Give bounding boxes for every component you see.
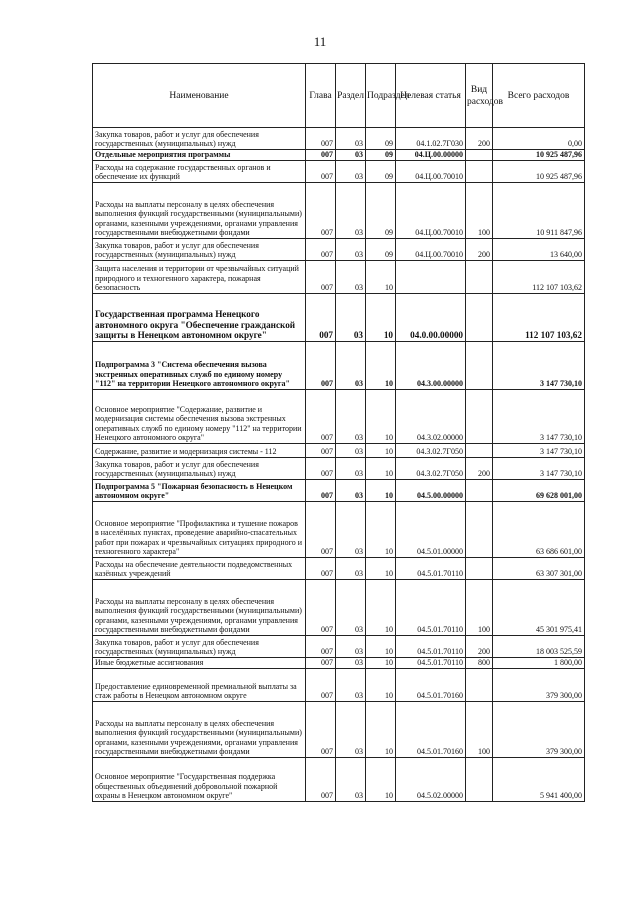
row-subsection: 10 — [366, 669, 396, 702]
header-subsection: Подраздел — [366, 64, 396, 128]
table-row — [93, 669, 585, 702]
row-name: Расходы на обеспечение деятельности подведомственных казённых учреждений — [93, 558, 306, 580]
row-section: 03 — [336, 239, 366, 261]
row-target: 04.Ц.00.00000 — [396, 150, 466, 161]
row-subsection: 10 — [366, 502, 396, 558]
table-header-row — [93, 64, 585, 128]
header-total: Всего расходов — [493, 64, 585, 128]
row-subsection: 10 — [366, 580, 396, 636]
row-section: 03 — [336, 658, 366, 669]
row-target: 04.5.00.00000 — [396, 480, 466, 502]
row-name: Закупка товаров, работ и услуг для обеспечения государственных (муниципальных) нужд — [93, 636, 306, 658]
table-row — [93, 658, 585, 669]
row-expense-type: 200 — [466, 239, 493, 261]
row-expense-type — [466, 444, 493, 458]
row-name: Закупка товаров, работ и услуг для обеспечения государственных (муниципальных) нужд — [93, 239, 306, 261]
table-row — [93, 758, 585, 802]
row-chapter: 007 — [306, 294, 336, 342]
row-section: 03 — [336, 128, 366, 150]
row-chapter: 007 — [306, 239, 336, 261]
row-expense-type — [466, 669, 493, 702]
header-chapter: Глава — [306, 64, 336, 128]
row-target: 04.3.02.7Г050 — [396, 444, 466, 458]
row-total: 0,00 — [493, 128, 585, 150]
row-chapter: 007 — [306, 580, 336, 636]
row-expense-type — [466, 758, 493, 802]
row-name: Защита населения и территории от чрезвычайных ситуаций природного и техногенного характера, пожарная безопасность — [93, 261, 306, 294]
row-name: Отдельные мероприятия программы — [93, 150, 306, 161]
row-section: 03 — [336, 502, 366, 558]
row-total: 13 640,00 — [493, 239, 585, 261]
row-total: 10 925 487,96 — [493, 150, 585, 161]
table-row — [93, 480, 585, 502]
row-total: 69 628 001,00 — [493, 480, 585, 502]
table-row — [93, 294, 585, 342]
row-target: 04.Ц.00.70010 — [396, 239, 466, 261]
row-subsection: 10 — [366, 558, 396, 580]
row-total: 112 107 103,62 — [493, 294, 585, 342]
row-subsection: 09 — [366, 150, 396, 161]
row-target: 04.3.02.7Г050 — [396, 458, 466, 480]
row-chapter: 007 — [306, 558, 336, 580]
header-target: Целевая статья — [396, 64, 466, 128]
row-total: 63 686 601,00 — [493, 502, 585, 558]
row-total: 112 107 103,62 — [493, 261, 585, 294]
header-expense-type: Вид расходов — [466, 64, 493, 128]
row-section: 03 — [336, 161, 366, 183]
row-target: 04.1.02.7Г030 — [396, 128, 466, 150]
row-section: 03 — [336, 702, 366, 758]
row-chapter: 007 — [306, 444, 336, 458]
row-target: 04.3.00.00000 — [396, 342, 466, 390]
row-subsection: 10 — [366, 702, 396, 758]
table-row — [93, 458, 585, 480]
row-name: Содержание, развитие и модернизация системы - 112 — [93, 444, 306, 458]
row-total: 3 147 730,10 — [493, 390, 585, 444]
row-subsection: 10 — [366, 261, 396, 294]
row-chapter: 007 — [306, 636, 336, 658]
row-expense-type — [466, 502, 493, 558]
row-chapter: 007 — [306, 758, 336, 802]
row-name: Подпрограмма 3 "Система обеспечения вызова экстренных оперативных служб по единому номеру "112" на территории Ненецкого автономного округа" — [93, 342, 306, 390]
row-name: Расходы на выплаты персоналу в целях обеспечения выполнения функций государственными (муниципальными) органами, казенными учреждениями, органами управления государственными внебюджетными фондами — [93, 580, 306, 636]
row-subsection: 10 — [366, 658, 396, 669]
row-total: 10 925 487,96 — [493, 161, 585, 183]
row-total: 3 147 730,10 — [493, 458, 585, 480]
row-section: 03 — [336, 458, 366, 480]
row-total: 3 147 730,10 — [493, 342, 585, 390]
row-section: 03 — [336, 580, 366, 636]
table-row — [93, 183, 585, 239]
row-expense-type: 200 — [466, 128, 493, 150]
row-expense-type: 100 — [466, 702, 493, 758]
table-row — [93, 502, 585, 558]
row-expense-type — [466, 261, 493, 294]
row-expense-type — [466, 390, 493, 444]
row-chapter: 007 — [306, 502, 336, 558]
row-expense-type: 100 — [466, 580, 493, 636]
row-chapter: 007 — [306, 183, 336, 239]
row-target: 04.5.01.00000 — [396, 502, 466, 558]
row-name: Расходы на выплаты персоналу в целях обеспечения выполнения функций государственными (муниципальными) органами, казенными учреждениями, органами управления государственными внебюджетными фондами — [93, 183, 306, 239]
row-total: 379 300,00 — [493, 669, 585, 702]
table-row — [93, 444, 585, 458]
row-total: 45 301 975,41 — [493, 580, 585, 636]
row-subsection: 10 — [366, 390, 396, 444]
row-expense-type: 800 — [466, 658, 493, 669]
row-target: 04.5.01.70160 — [396, 669, 466, 702]
row-total: 5 941 400,00 — [493, 758, 585, 802]
row-target: 04.5.01.70110 — [396, 658, 466, 669]
page-number: 11 — [313, 34, 327, 49]
row-chapter: 007 — [306, 342, 336, 390]
row-subsection: 10 — [366, 480, 396, 502]
row-section: 03 — [336, 150, 366, 161]
row-chapter: 007 — [306, 261, 336, 294]
row-total: 379 300,00 — [493, 702, 585, 758]
row-subsection: 10 — [366, 294, 396, 342]
row-expense-type — [466, 342, 493, 390]
row-name: Основное мероприятие "Профилактика и тушение пожаров в населённых пунктах, проведение аварийно-спасательных работ при пожарах и чрезвычайных ситуациях природного и техногенного характера" — [93, 502, 306, 558]
row-chapter: 007 — [306, 669, 336, 702]
row-target: 04.0.00.00000 — [396, 294, 466, 342]
row-target: 04.3.02.00000 — [396, 390, 466, 444]
row-section: 03 — [336, 758, 366, 802]
row-chapter: 007 — [306, 161, 336, 183]
row-section: 03 — [336, 390, 366, 444]
table-row — [93, 161, 585, 183]
row-subsection: 10 — [366, 444, 396, 458]
row-target: 04.Ц.00.70010 — [396, 161, 466, 183]
row-name: Государственная программа Ненецкого автономного округа "Обеспечение гражданской защиты в Ненецком автономном округе" — [93, 294, 306, 342]
header-name: Наименование — [93, 64, 306, 128]
row-section: 03 — [336, 558, 366, 580]
header-section: Раздел — [336, 64, 366, 128]
row-chapter: 007 — [306, 150, 336, 161]
row-target: 04.5.01.70110 — [396, 558, 466, 580]
table-row — [93, 558, 585, 580]
row-name: Основное мероприятие "Государственная поддержка общественных объединений добровольной пожарной охраны в Ненецком автономном округе" — [93, 758, 306, 802]
row-target: 04.5.01.70160 — [396, 702, 466, 758]
row-section: 03 — [336, 342, 366, 390]
row-name: Иные бюджетные ассигнования — [93, 658, 306, 669]
row-target: 04.5.01.70110 — [396, 636, 466, 658]
table-row — [93, 390, 585, 444]
table-row — [93, 636, 585, 658]
table-row — [93, 261, 585, 294]
row-name: Предоставление единовременной премиальной выплаты за стаж работы в Ненецком автономном округе — [93, 669, 306, 702]
row-chapter: 007 — [306, 390, 336, 444]
row-section: 03 — [336, 183, 366, 239]
row-expense-type: 200 — [466, 636, 493, 658]
row-subsection: 10 — [366, 758, 396, 802]
row-expense-type: 100 — [466, 183, 493, 239]
row-expense-type — [466, 150, 493, 161]
table-row — [93, 702, 585, 758]
row-total: 10 911 847,96 — [493, 183, 585, 239]
row-name: Закупка товаров, работ и услуг для обеспечения государственных (муниципальных) нужд — [93, 128, 306, 150]
row-target: 04.5.01.70110 — [396, 580, 466, 636]
row-name: Расходы на выплаты персоналу в целях обеспечения выполнения функций государственными (муниципальными) органами, казенными учреждениями, органами управления государственными внебюджетными фондами — [93, 702, 306, 758]
row-subsection: 10 — [366, 458, 396, 480]
row-subsection: 10 — [366, 342, 396, 390]
row-total: 18 003 525,59 — [493, 636, 585, 658]
table-body — [93, 128, 585, 802]
row-name: Подпрограмма 5 "Пожарная безопасность в Ненецком автономном округе" — [93, 480, 306, 502]
row-expense-type — [466, 294, 493, 342]
row-chapter: 007 — [306, 480, 336, 502]
row-subsection: 09 — [366, 183, 396, 239]
row-section: 03 — [336, 480, 366, 502]
row-expense-type — [466, 480, 493, 502]
row-expense-type — [466, 161, 493, 183]
row-chapter: 007 — [306, 702, 336, 758]
table-row — [93, 342, 585, 390]
row-section: 03 — [336, 444, 366, 458]
row-target: 04.Ц.00.70010 — [396, 183, 466, 239]
row-name: Расходы на содержание государственных органов и обеспечение их функций — [93, 161, 306, 183]
row-subsection: 10 — [366, 636, 396, 658]
row-section: 03 — [336, 261, 366, 294]
row-target — [396, 261, 466, 294]
row-chapter: 007 — [306, 658, 336, 669]
row-section: 03 — [336, 669, 366, 702]
row-subsection: 09 — [366, 239, 396, 261]
expenditure-table — [92, 63, 585, 802]
table-row — [93, 150, 585, 161]
row-total: 63 307 301,00 — [493, 558, 585, 580]
row-subsection: 09 — [366, 161, 396, 183]
table-row — [93, 128, 585, 150]
row-chapter: 007 — [306, 458, 336, 480]
row-total: 1 800,00 — [493, 658, 585, 669]
row-subsection: 09 — [366, 128, 396, 150]
row-expense-type — [466, 558, 493, 580]
row-section: 03 — [336, 294, 366, 342]
row-chapter: 007 — [306, 128, 336, 150]
row-section: 03 — [336, 636, 366, 658]
table-row — [93, 580, 585, 636]
row-total: 3 147 730,10 — [493, 444, 585, 458]
row-target: 04.5.02.00000 — [396, 758, 466, 802]
row-name: Закупка товаров, работ и услуг для обеспечения государственных (муниципальных) нужд — [93, 458, 306, 480]
table-row — [93, 239, 585, 261]
row-expense-type: 200 — [466, 458, 493, 480]
row-name: Основное мероприятие "Содержание, развитие и модернизация системы обеспечения вызова экстренных оперативных служб по единому номеру "112" на территории Ненецкого автономного округа" — [93, 390, 306, 444]
